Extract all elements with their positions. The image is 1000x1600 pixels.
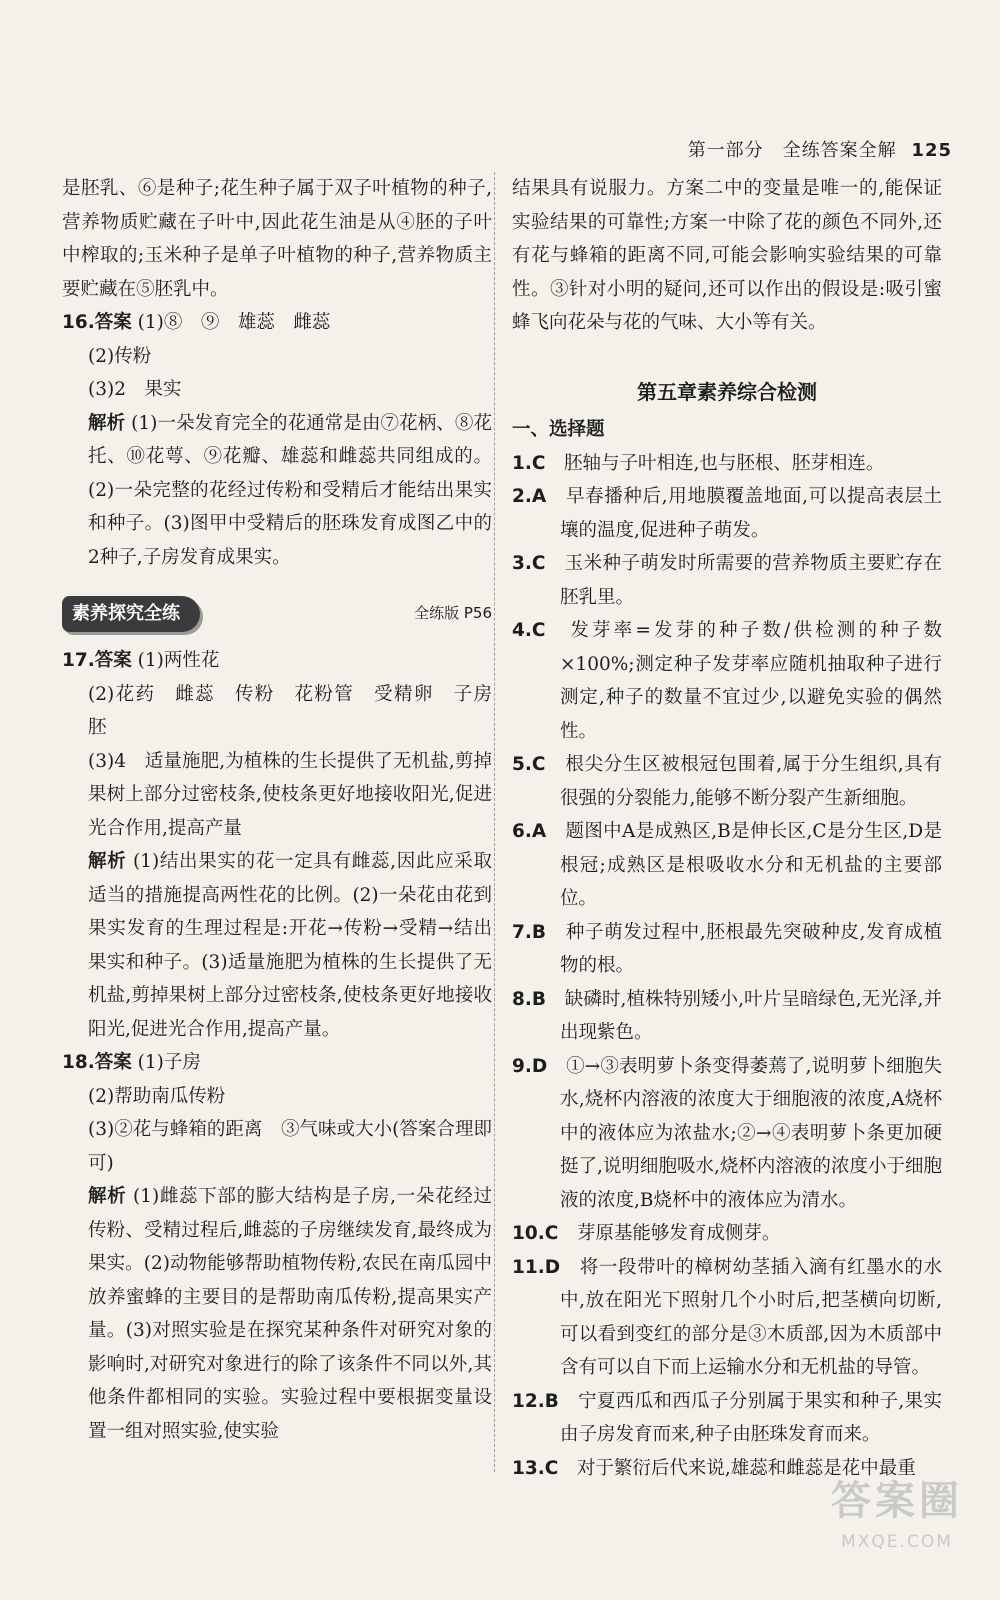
page-number: 125 <box>911 140 952 161</box>
watermark-logo <box>812 1470 982 1580</box>
banner-title: 素养探究全练 <box>62 596 200 632</box>
answer-item-text: 宁夏西瓜和西瓜子分别属于果实和种子,果实由子房发育而来,种子由胚珠发育而来。 <box>560 1390 942 1445</box>
q16-answer-2: (2)传粉 <box>88 345 152 367</box>
answer-item <box>512 983 942 1050</box>
answer-item <box>512 748 942 815</box>
watermark-main: 答案圈 <box>831 1478 963 1524</box>
answer-item-number: 4.C <box>512 620 546 641</box>
continued-paragraph-right: 结果具有说服力。方案二中的变量是唯一的,能保证实验结果的可靠性;方案一中除了花的颜色不同外,还有花与蜂箱的距离不同,可能会影响实验结果的可靠性。③针对小明的疑问,还可以作出的假设是:吸引蜜蜂飞向花朵与花的气味、大小等有关。 <box>512 178 942 333</box>
answer-item-text: 芽原基能够发育成侧芽。 <box>576 1223 781 1244</box>
answer-item-text: 对于繁衍后代来说,雄蕊和雌蕊是花中最重 <box>576 1457 916 1479</box>
q17-answer-2: (2)花药 雌蕊 传粉 花粉管 受精卵 子房 胚 <box>88 683 511 738</box>
section-title: 一、选择题 <box>512 419 605 440</box>
answer-item <box>512 1385 942 1452</box>
q18-explanation <box>62 1180 492 1448</box>
continued-paragraph: 是胚乳、⑥是种子;花生种子属于双子叶植物的种子,营养物质贮藏在子叶中,因此花生油是从④胚的子叶中榨取的;玉米种子是单子叶植物的种子,营养物质主要贮藏在⑤胚乳中。 <box>62 178 492 300</box>
answer-item-number: 8.B <box>512 988 547 1010</box>
answer-item-number: 13.C <box>512 1457 559 1479</box>
answer-item-text: 早春播种后,用地膜覆盖地面,可以提高表层土壤的温度,促进种子萌发。 <box>560 486 942 541</box>
answer-item <box>512 614 942 748</box>
answer-item <box>512 1251 942 1385</box>
answer-item-number: 3.C <box>512 553 546 574</box>
q18-answer <box>62 1046 492 1080</box>
q16-number: 16.答案 <box>62 312 132 333</box>
answer-item-text: 根尖分生区被根冠包围着,属于分生组织,具有很强的分裂能力,能够不断分裂产生新细胞。 <box>560 754 942 809</box>
answer-item-number: 12.B <box>512 1390 559 1412</box>
answer-item-text: 发芽率=发芽的种子数/供检测的种子数×100%;测定种子发芽率应随机抽取种子进行测定,种子的数量不宜过少,以避免实验的偶然性。 <box>560 620 942 742</box>
answer-item <box>512 1217 942 1251</box>
q16-explanation-text: (1)一朵发育完全的花通常是由⑦花柄、⑧花托、⑩花萼、⑨花瓣、雄蕊和雌蕊共同组成的。(2)一朵完整的花经过传粉和受精后才能结出果实和种子。(3)图甲中受精后的胚珠发育成图乙中的2种子,子房发育成果实。 <box>88 412 492 568</box>
q16-explanation-tag: 解析 <box>88 412 126 434</box>
q17-number: 17.答案 <box>62 650 132 671</box>
answer-item <box>512 916 942 983</box>
answer-item-number: 2.A <box>512 486 547 507</box>
answer-item-number: 6.A <box>512 821 547 842</box>
q18-answer-1: (1)子房 <box>137 1052 201 1073</box>
right-column <box>512 172 942 1485</box>
q18-explanation-text: (1)雌蕊下部的膨大结构是子房,一朵花经过传粉、受精过程后,雌蕊的子房继续发育,最终成为果实。(2)动物能够帮助植物传粉,农民在南瓜园中放养蜜蜂的主要目的是帮助南瓜传粉,提高果实产量。(3)对照实验是在探究某种条件对研究对象的影响时,对研究对象进行的除了该条件不同以外,其他条件都相同的实验。实验过程中要根据变量设置一组对照实验,使实验 <box>88 1186 492 1442</box>
answer-item <box>512 1050 942 1218</box>
q16-explanation <box>62 407 492 575</box>
answer-item-text: 将一段带叶的樟树幼茎插入滴有红墨水的水中,放在阳光下照射几个小时后,把茎横向切断,可以看到变红的部分是③木质部,因为木质部中含有可以自下而上运输水分和无机盐的导管。 <box>560 1256 942 1378</box>
left-column <box>62 172 511 1448</box>
column-divider <box>494 172 495 1472</box>
answer-item-text: 玉米种子萌发时所需要的营养物质主要贮存在胚乳里。 <box>560 553 942 608</box>
answer-item-number: 7.B <box>512 921 547 943</box>
banner-reference: 全练版 P56 <box>414 604 492 623</box>
answer-item-text: 种子萌发过程中,胚根最先突破种皮,发育成植物的根。 <box>560 921 942 976</box>
answer-item-text: 缺磷时,植株特别矮小,叶片呈暗绿色,无光泽,并出现紫色。 <box>560 988 942 1043</box>
answer-item <box>512 480 942 547</box>
answer-item-number: 11.D <box>512 1256 561 1278</box>
chapter-title: 第五章素养综合检测 <box>637 379 817 404</box>
watermark-sub: MXQE.COM <box>841 1532 953 1552</box>
q18-explanation-tag: 解析 <box>88 1186 127 1207</box>
q18-answer-2: (2)帮助南瓜传粉 <box>88 1085 226 1107</box>
answer-item-text: ①→③表明萝卜条变得萎蔫了,说明萝卜细胞失水,烧杯内溶液的浓度大于细胞液的浓度,A烧杯中的液体应为浓盐水;②→④表明萝卜条更加硬挺了,说明细胞吸水,烧杯内溶液的浓度小于细胞液的浓度,B烧杯中的液体应为清水。 <box>560 1055 942 1211</box>
q16-answer-1: (1)⑧ ⑨ 雄蕊 雌蕊 <box>137 312 331 333</box>
answer-item-number: 5.C <box>512 754 546 775</box>
answer-item-text: 胚轴与子叶相连,也与胚根、胚芽相连。 <box>564 452 885 474</box>
q18-number: 18.答案 <box>62 1052 132 1073</box>
q17-answer-3: (3)4 适量施肥,为植株的生长提供了无机盐,剪掉果树上部分过密枝条,使枝条更好地接收阳光,促进光合作用,提高产量 <box>88 750 492 839</box>
q17-answer-1: (1)两性花 <box>137 650 220 671</box>
section-banner <box>62 596 492 632</box>
answer-item <box>512 547 942 614</box>
q18-answer-3: (3)②花与蜂箱的距离 ③气味或大小(答案合理即可) <box>88 1119 492 1174</box>
section-heading: 第一部分 全练答案全解 <box>687 140 897 161</box>
answer-item-number: 9.D <box>512 1055 548 1077</box>
q16-answer <box>62 306 492 340</box>
answer-item-number: 10.C <box>512 1223 559 1244</box>
answer-item <box>512 815 942 916</box>
q17-explanation-text: (1)结出果实的花一定具有雌蕊,因此应采取适当的措施提高两性花的比例。(2)一朵花由花到果实发育的生理过程是:开花→传粉→受精→结出果实和种子。(3)适量施肥为植株的生长提供了无机盐,剪掉果树上部分过密枝条,使枝条更好地接收阳光,促进光合作用,提高产量。 <box>88 851 492 1040</box>
answer-item <box>512 447 942 481</box>
q16-answer-3: (3)2 果实 <box>88 379 182 400</box>
q17-explanation <box>62 845 492 1046</box>
q17-explanation-tag: 解析 <box>88 851 127 872</box>
answer-item-text: 题图中A是成熟区,B是伸长区,C是分生区,D是根冠;成熟区是根吸收水分和无机盐的主要部位。 <box>560 821 942 909</box>
answer-item-number: 1.C <box>512 452 546 474</box>
answer-list <box>512 447 942 1486</box>
q17-answer <box>62 644 492 678</box>
page-header <box>688 136 952 162</box>
